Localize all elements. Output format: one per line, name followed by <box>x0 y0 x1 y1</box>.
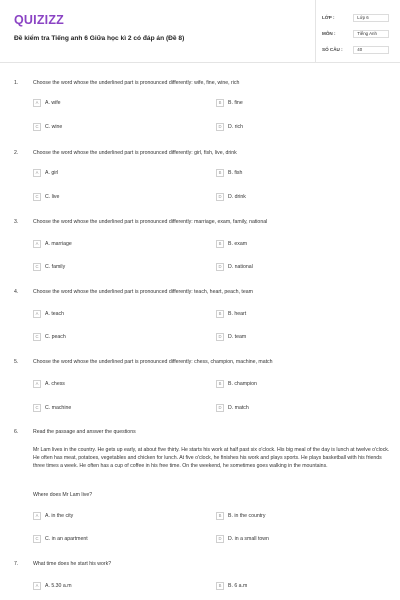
class-label: LỚP : <box>322 15 335 21</box>
option-letter: D <box>216 333 224 341</box>
sub-question: Where does Mr Lam live? <box>33 492 93 498</box>
option-c[interactable] <box>33 193 203 201</box>
option-letter: B <box>216 310 224 318</box>
question-number: 3. <box>14 219 19 225</box>
option-letter: A <box>33 240 41 248</box>
option-letter: A <box>33 582 41 590</box>
option-label: B. 6 a.m <box>228 583 248 589</box>
option-label: B. in the country <box>228 513 266 519</box>
option-label: C. machine <box>45 405 72 411</box>
option-a[interactable] <box>33 99 203 107</box>
option-d[interactable] <box>216 193 386 201</box>
meta-count-row <box>322 46 389 54</box>
option-letter: B <box>216 169 224 177</box>
option-letter: D <box>216 123 224 131</box>
option-b[interactable] <box>216 512 386 520</box>
option-a[interactable] <box>33 582 203 590</box>
option-label: C. live <box>45 194 60 200</box>
option-letter: C <box>33 263 41 271</box>
question-text: Choose the word whose the underlined part is pronounced differently: girl, fish, live, drink <box>33 150 237 156</box>
option-letter: B <box>216 99 224 107</box>
option-label: A. wife <box>45 100 61 106</box>
option-letter: A <box>33 380 41 388</box>
option-a[interactable] <box>33 380 203 388</box>
quizizz-logo: QUIZIZZ <box>14 13 65 27</box>
count-value: 40 <box>353 46 389 54</box>
meta-panel <box>315 0 400 62</box>
option-c[interactable] <box>33 404 203 412</box>
question-text: Choose the word whose the underlined part is pronounced differently: chess, champion, machine, match <box>33 359 273 365</box>
option-b[interactable] <box>216 310 386 318</box>
option-letter: A <box>33 169 41 177</box>
question-text: What time does he start his work? <box>33 561 112 567</box>
option-label: A. girl <box>45 170 59 176</box>
option-letter: A <box>33 310 41 318</box>
option-a[interactable] <box>33 240 203 248</box>
option-label: A. teach <box>45 311 65 317</box>
option-d[interactable] <box>216 333 386 341</box>
question-number: 2. <box>14 150 19 156</box>
option-label: C. in an apartment <box>45 536 88 542</box>
option-c[interactable] <box>33 263 203 271</box>
option-label: B. heart <box>228 311 247 317</box>
worksheet-header <box>0 0 400 63</box>
count-label: SỐ CÂU : <box>322 47 343 53</box>
option-a[interactable] <box>33 512 203 520</box>
meta-class-row <box>322 14 389 22</box>
option-label: A. chess <box>45 381 65 387</box>
option-label: A. 5.30 a.m <box>45 583 72 589</box>
option-label: B. champion <box>228 381 257 387</box>
option-b[interactable] <box>216 240 386 248</box>
option-c[interactable] <box>33 333 203 341</box>
option-label: C. wine <box>45 124 63 130</box>
option-letter: D <box>216 193 224 201</box>
option-c[interactable] <box>33 535 203 543</box>
subject-label: MÔN : <box>322 31 336 37</box>
option-letter: A <box>33 99 41 107</box>
question-text: Choose the word whose the underlined part is pronounced differently: teach, heart, peach, team <box>33 289 253 295</box>
question-number: 5. <box>14 359 19 365</box>
option-label: D. rich <box>228 124 243 130</box>
option-label: D. national <box>228 264 253 270</box>
option-letter: B <box>216 512 224 520</box>
question-text: Choose the word whose the underlined part is pronounced differently: marriage, exam, family, national <box>33 219 268 225</box>
option-label: B. fine <box>228 100 243 106</box>
option-label: A. in the city <box>45 513 74 519</box>
option-d[interactable] <box>216 123 386 131</box>
document-title: Đề kiểm tra Tiếng anh 6 Giữa học kì 2 có đáp án (Đề 8) <box>14 35 185 42</box>
option-letter: D <box>216 404 224 412</box>
option-letter: B <box>216 582 224 590</box>
option-label: B. exam <box>228 241 248 247</box>
option-letter: C <box>33 193 41 201</box>
option-b[interactable] <box>216 99 386 107</box>
option-a[interactable] <box>33 310 203 318</box>
option-b[interactable] <box>216 169 386 177</box>
option-label: C. family <box>45 264 66 270</box>
option-letter: D <box>216 535 224 543</box>
option-label: B. fish <box>228 170 243 176</box>
option-d[interactable] <box>216 263 386 271</box>
option-letter: C <box>33 123 41 131</box>
reading-passage: Mr Lam lives in the country. He gets up early, at about five thirty. He starts his work at half past six o'clock. His big meal of the day is lunch at twelve o'clock. He often has meat, potatoes, vegetables and chicken for lunch. At five o'clock, he finishes his work and plays sports. He plays basketball with his friends three times a week. He often has a cup of coffee in his free time. On the weekend, he sometimes goes walking in the mountains. <box>33 447 390 469</box>
class-value: Lớp 6 <box>353 14 389 22</box>
option-letter: B <box>216 240 224 248</box>
question-number: 7. <box>14 561 19 567</box>
option-b[interactable] <box>216 582 386 590</box>
option-letter: B <box>216 380 224 388</box>
question-text: Choose the word whose the underlined part is pronounced differently: wife, fine, wine, rich <box>33 80 240 86</box>
option-label: D. match <box>228 405 249 411</box>
option-a[interactable] <box>33 169 203 177</box>
question-number: 4. <box>14 289 19 295</box>
option-label: A. marriage <box>45 241 72 247</box>
option-label: D. team <box>228 334 247 340</box>
option-letter: A <box>33 512 41 520</box>
option-letter: C <box>33 333 41 341</box>
option-letter: C <box>33 535 41 543</box>
option-d[interactable] <box>216 535 386 543</box>
subject-value: Tiếng Anh <box>353 30 389 38</box>
question-text: Read the passage and answer the questions <box>33 429 136 435</box>
option-label: D. drink <box>228 194 246 200</box>
option-letter: D <box>216 263 224 271</box>
option-label: C. peach <box>45 334 66 340</box>
option-b[interactable] <box>216 380 386 388</box>
option-c[interactable] <box>33 123 203 131</box>
meta-subject-row <box>322 30 389 38</box>
option-label: D. in a small town <box>228 536 269 542</box>
question-number: 1. <box>14 80 19 86</box>
option-letter: C <box>33 404 41 412</box>
option-d[interactable] <box>216 404 386 412</box>
question-number: 6. <box>14 429 19 435</box>
